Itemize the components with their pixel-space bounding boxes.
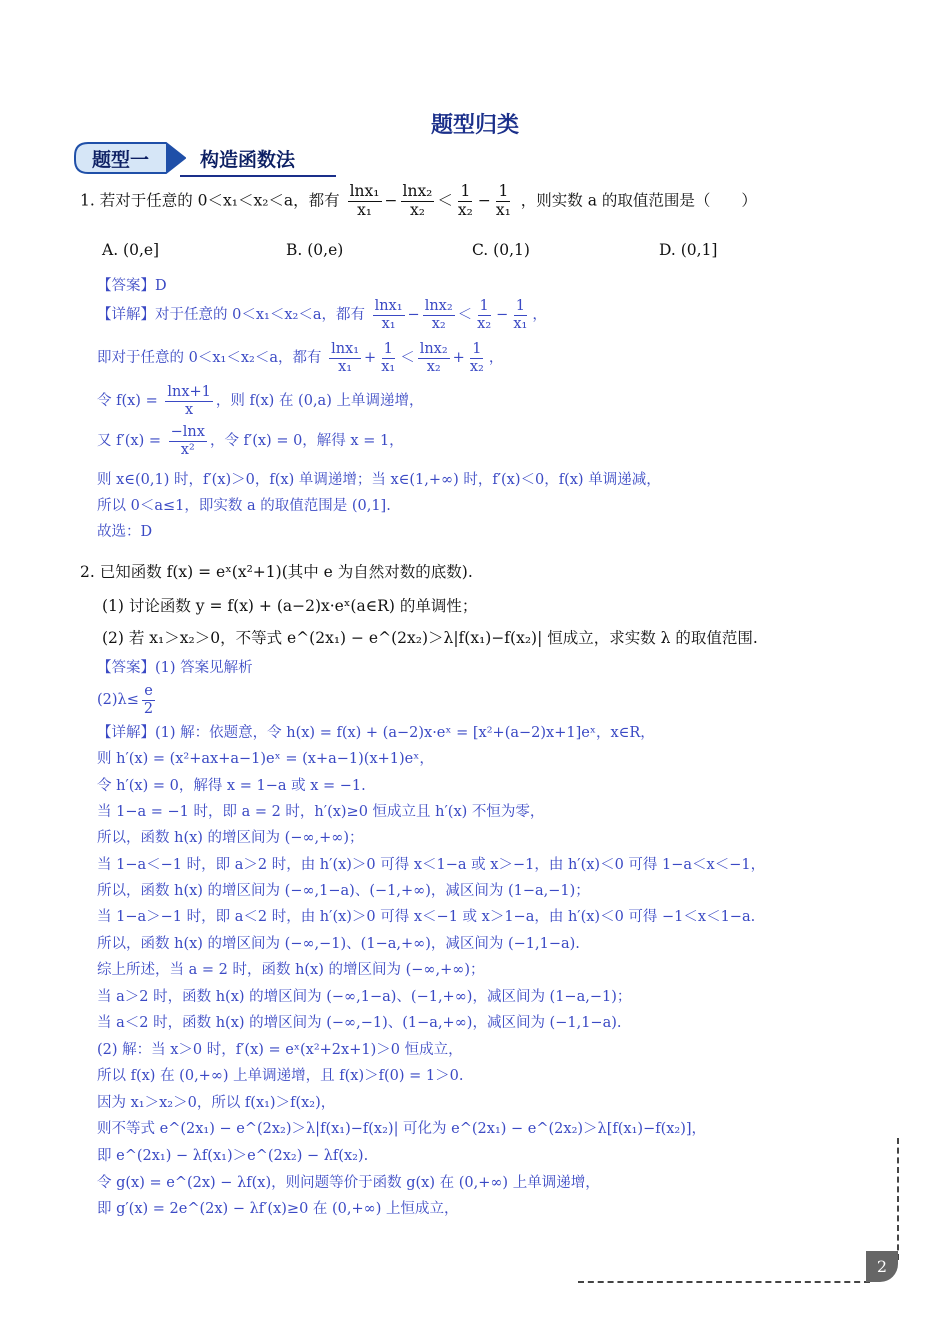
page-title: 题型归类 <box>430 112 519 138</box>
section-tag: 题型一 <box>92 149 150 171</box>
q2-detail-line: 所以，函数 h(x) 的增区间为 (−∞,1−a)、(−1,+∞)，减区间为 (1−a,−1)； <box>97 883 590 899</box>
section-underline <box>180 175 336 177</box>
q1-option-b: B. (0,e) <box>286 241 344 259</box>
q2-detail-line: 【详解】(1) 解：依题意，令 h(x) = f(x) + (a−2)x·eˣ = [x²+(a−2)x+1]eˣ，x∈R， <box>97 725 655 741</box>
q2-answer-2: (2)λ≤ $\frac{e}{2}$ <box>97 683 154 717</box>
section-tab <box>74 142 186 174</box>
q2-detail-line: 所以，函数 h(x) 的增区间为 (−∞,+∞)； <box>97 830 364 846</box>
q2-detail-line: 即 e^(2x₁) − λf(x₁)＞e^(2x₂) − λf(x₂). <box>97 1148 369 1164</box>
q2-detail-line: 当 a＞2 时，函数 h(x) 的增区间为 (−∞,1−a)、(−1,+∞)，减区间为 (1−a,−1)； <box>97 989 632 1005</box>
q2-part-2: (2) 若 x₁＞x₂＞0，不等式 e^(2x₁) − e^(2x₂)＞λ|f(x₁)−f(x₂)| 恒成立，求实数 λ 的取值范围. <box>102 629 758 647</box>
frac-1-x2: $\frac{1}{\text{x₂}}$ <box>457 182 473 219</box>
q1-detail-line-3: 令 f(x) = $\frac{\ln x+1}{x}$ ，则 f(x) 在 (0,a) 上单调递增， <box>97 384 424 418</box>
q2-detail-line: 即 g′(x) = 2e^(2x) − λf′(x)≥0 在 (0,+∞) 上恒成立， <box>97 1201 459 1217</box>
q2-detail-line: 令 g(x) = e^(2x) − λf(x)，则问题等价于函数 g(x) 在 (0,+∞) 上单调递增， <box>97 1175 600 1191</box>
q1-detail-line-2: 即对于任意的 0＜x₁＜x₂＜a，都有 $\frac{\text{lnx₁}}{\text{x₁}}$ + $\frac{1}{\text{x₁}}$ ＜ $\frac{\text{lnx₂}}{\text{x₂}}$ + $\frac{1}{\text{x₂}}$ ， <box>97 341 504 375</box>
q1-stem-prefix: 1. 若对于任意的 0＜x₁＜x₂＜a，都有 <box>80 191 340 210</box>
q2-detail-line: 当 1−a＞−1 时，即 a＜2 时，由 h′(x)＞0 可得 x＜−1 或 x＞1−a，由 h′(x)＜0 可得 −1＜x＜1−a. <box>97 909 756 925</box>
q2-part-1: (1) 讨论函数 y = f(x) + (a−2)x·eˣ(a∈R) 的单调性； <box>102 597 478 615</box>
frac-lnx1-x1: $\frac{\text{lnx₁}}{\text{x₁}}$ <box>349 182 380 219</box>
q2-stem: 2. 已知函数 f(x) = eˣ(x²+1)(其中 e 为自然对数的底数). <box>80 563 473 581</box>
q2-detail-line: 因为 x₁＞x₂＞0，所以 f(x₁)＞f(x₂)， <box>97 1095 336 1111</box>
q2-detail-line: 当 1−a＜−1 时，即 a＞2 时，由 h′(x)＞0 可得 x＜1−a 或 x＞−1，由 h′(x)＜0 可得 1−a＜x＜−1， <box>97 857 766 873</box>
q1-answer: 【答案】D <box>97 278 167 294</box>
page-border-right <box>897 1138 899 1260</box>
q2-detail-line: 则不等式 e^(2x₁) − e^(2x₂)＞λ|f(x₁)−f(x₂)| 可化为 e^(2x₁) − e^(2x₂)＞λ[f(x₁)−f(x₂)]， <box>97 1121 707 1137</box>
section-name: 构造函数法 <box>200 149 296 171</box>
q1-detail-line-4: 又 f′(x) = $\frac{-\ln x}{\text{x²}}$ ，令 f′(x) = 0，解得 x = 1， <box>97 424 404 458</box>
q2-detail-line: (2) 解：当 x＞0 时，f′(x) = eˣ(x²+2x+1)＞0 恒成立， <box>97 1042 463 1058</box>
q1-detail-line-7: 故选：D <box>97 524 153 540</box>
q1-detail-line-6: 所以 0＜a≤1，即实数 a 的取值范围是 (0,1]. <box>97 498 391 514</box>
q1-detail-line-1: 【详解】对于任意的 0＜x₁＜x₂＜a，都有 $\frac{\text{lnx₁}}{\text{x₁}}$ − $\frac{\text{lnx₂}}{\text{x₂}}$ ＜ $\frac{1}{\text{x₂}}$ − $\frac{1}{\text{x₁}}$ ， <box>97 298 547 332</box>
q1-stem: 1. 若对于任意的 0＜x₁＜x₂＜a，都有 $\frac{\text{lnx₁}}{\text{x₁}}$ − $\frac{\text{lnx₂}}{\text{x₂}}$ ＜ $\frac{1}{\text{x₂}}$ − $\frac{1}{\text{x₁}}$ ，则实数 a 的取值范围是（ ） <box>80 182 757 219</box>
q1-option-a: A. (0,e] <box>102 241 160 259</box>
q2-detail-line: 当 1−a = −1 时，即 a = 2 时，h′(x)≥0 恒成立且 h′(x) 不恒为零， <box>97 804 545 820</box>
frac-lnx2-x2: $\frac{\text{lnx₂}}{\text{x₂}}$ <box>402 182 433 219</box>
q2-detail-line: 所以，函数 h(x) 的增区间为 (−∞,−1)、(1−a,+∞)，减区间为 (−1,1−a). <box>97 936 580 952</box>
q2-answer-1: 【答案】(1) 答案见解析 <box>97 660 253 676</box>
q1-stem-suffix: ，则实数 a 的取值范围是（ ） <box>520 191 757 210</box>
frac-1-x1: $\frac{1}{\text{x₁}}$ <box>495 182 511 219</box>
page-number: 2 <box>866 1251 898 1282</box>
q1-option-d: D. (0,1] <box>659 241 718 259</box>
q2-detail-line: 综上所述，当 a = 2 时，函数 h(x) 的增区间为 (−∞,+∞)； <box>97 962 485 978</box>
q1-option-c: C. (0,1) <box>472 241 530 259</box>
q2-detail-line: 令 h′(x) = 0，解得 x = 1−a 或 x = −1. <box>97 778 366 794</box>
q2-detail-line: 则 h′(x) = (x²+ax+a−1)eˣ = (x+a−1)(x+1)eˣ， <box>97 751 434 767</box>
q2-detail-line: 当 a＜2 时，函数 h(x) 的增区间为 (−∞,−1)、(1−a,+∞)，减区间为 (−1,1−a). <box>97 1015 622 1031</box>
q1-detail-line-5: 则 x∈(0,1) 时，f′(x)＞0，f(x) 单调递增；当 x∈(1,+∞) 时，f′(x)＜0，f(x) 单调递减， <box>97 472 661 488</box>
q2-detail-line: 所以 f(x) 在 (0,+∞) 上单调递增，且 f(x)＞f(0) = 1＞0. <box>97 1068 464 1084</box>
page-border-bottom <box>578 1281 870 1283</box>
